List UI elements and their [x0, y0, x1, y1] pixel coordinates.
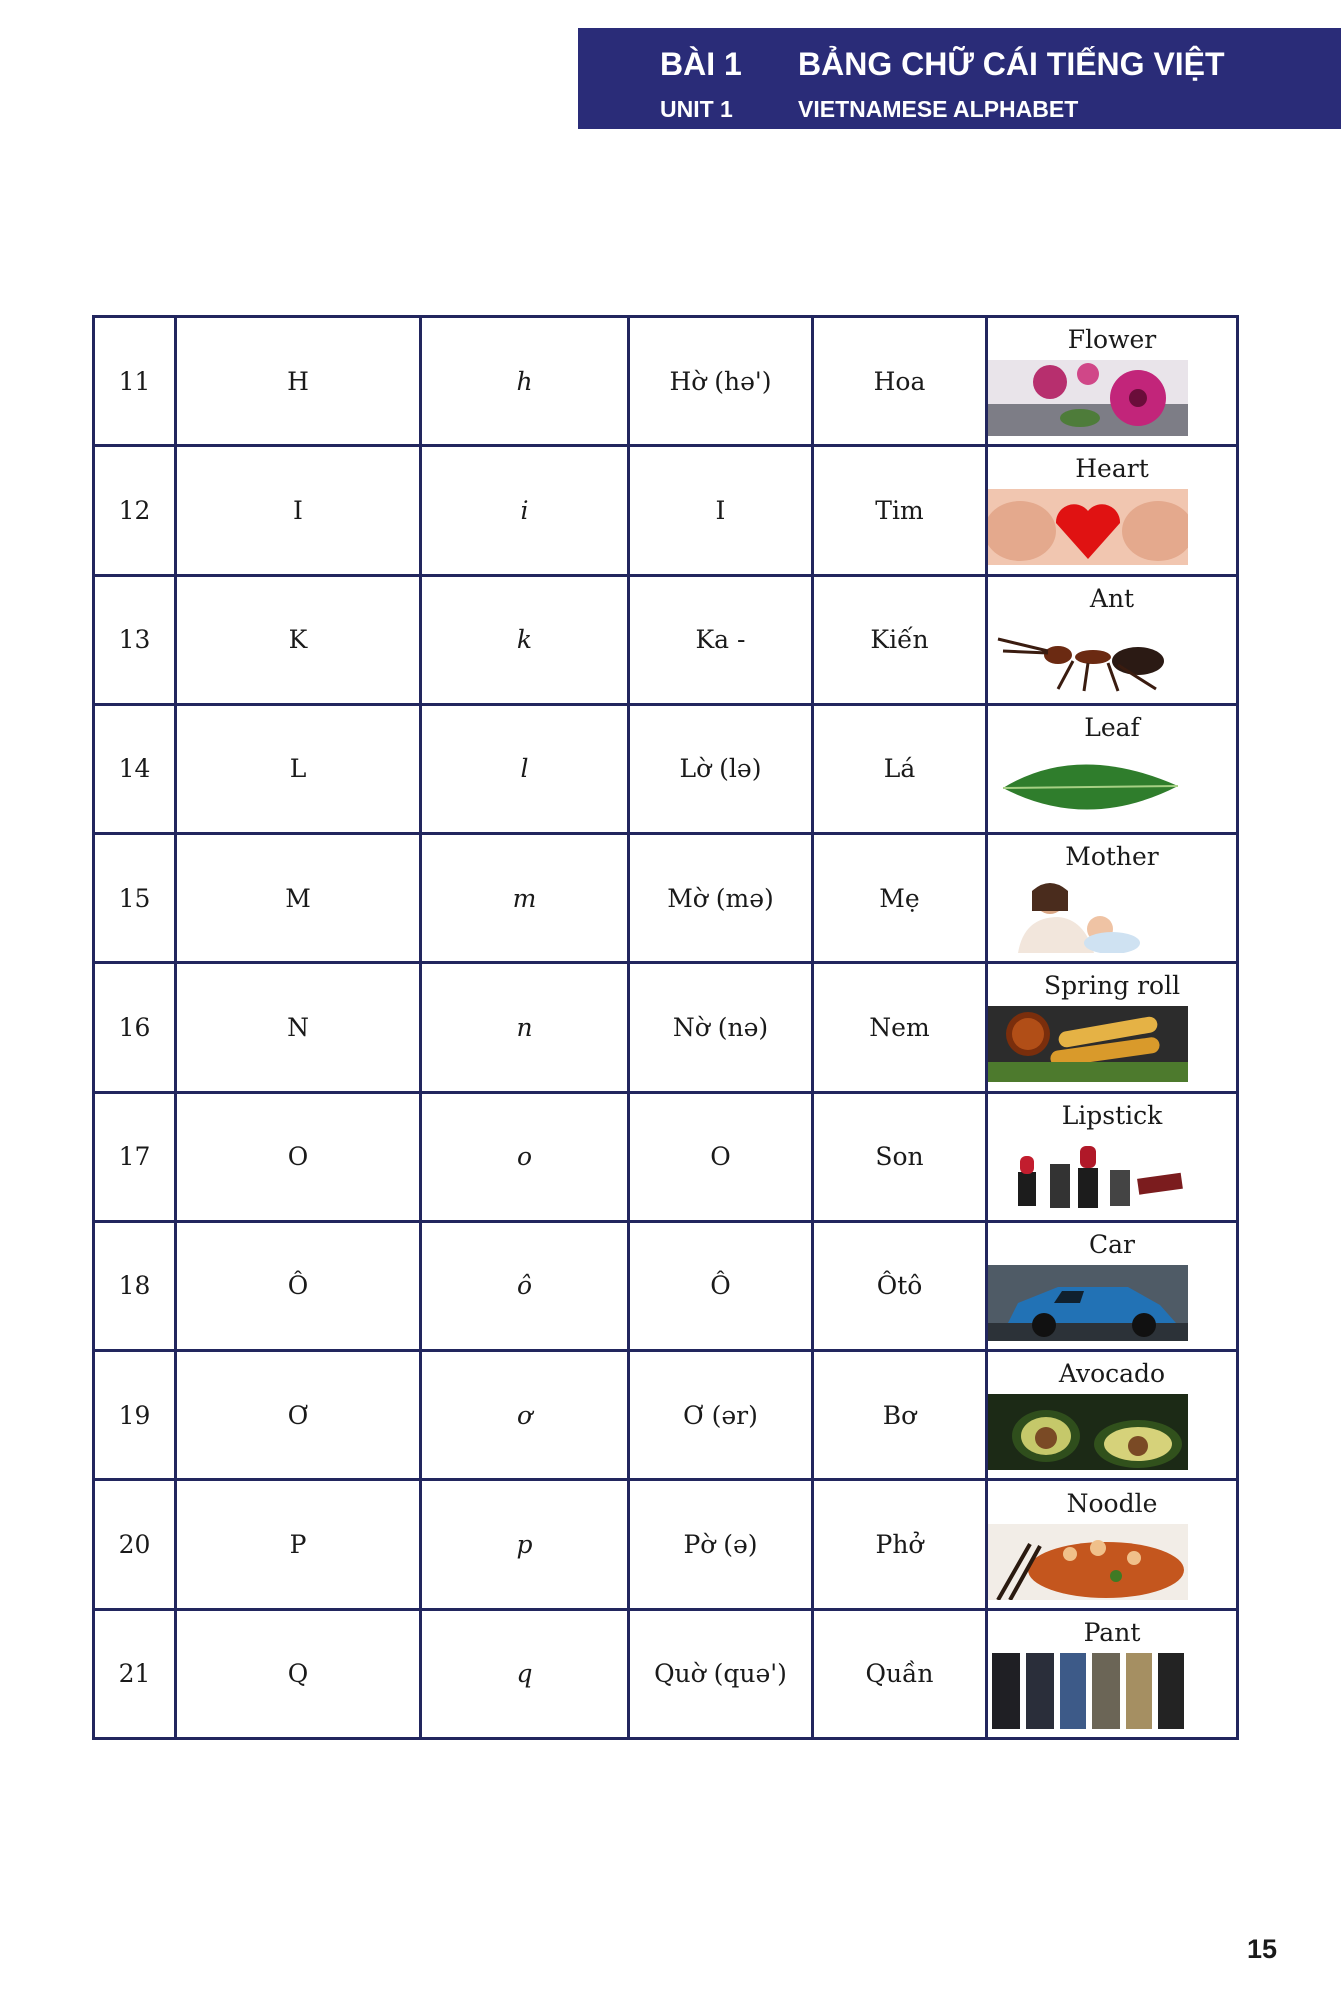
row-number: 21	[94, 1609, 176, 1738]
unit-label: UNIT 1	[660, 96, 733, 122]
picture-cell	[987, 446, 1238, 575]
uppercase-letter: Ơ	[176, 1351, 421, 1480]
unit-header	[578, 28, 1341, 129]
handwritten-letter: ơ	[421, 1351, 629, 1480]
handwritten-letter: ô	[421, 1221, 629, 1350]
table-row	[94, 704, 1238, 833]
english-meaning: Flower	[1067, 325, 1157, 355]
table-row	[94, 1221, 1238, 1350]
title-english: VIETNAMESE ALPHABET	[798, 96, 1079, 122]
handwritten-letter: i	[421, 446, 629, 575]
row-number: 18	[94, 1221, 176, 1350]
pronunciation: Pờ (ə)	[629, 1480, 813, 1609]
row-number: 19	[94, 1351, 176, 1480]
english-meaning: Pant	[1083, 1617, 1141, 1647]
leaf-icon	[988, 748, 1188, 824]
example-word: Bơ	[813, 1351, 987, 1480]
example-word: Nem	[813, 963, 987, 1092]
heart-icon	[988, 489, 1188, 565]
pronunciation: Hờ (hə')	[629, 317, 813, 446]
row-number: 13	[94, 575, 176, 704]
mother-icon	[988, 877, 1188, 953]
handwritten-letter: n	[421, 963, 629, 1092]
picture-cell	[987, 1092, 1238, 1221]
uppercase-letter: L	[176, 704, 421, 833]
table-row	[94, 834, 1238, 963]
lesson-label: BÀI 1	[660, 46, 742, 82]
alphabet-table	[92, 315, 1239, 1740]
picture-cell	[987, 317, 1238, 446]
example-word: Phở	[813, 1480, 987, 1609]
pronunciation: O	[629, 1092, 813, 1221]
english-meaning: Noodle	[1066, 1488, 1158, 1518]
picture-cell	[987, 1480, 1238, 1609]
table-row	[94, 1480, 1238, 1609]
pronunciation: Quờ (quə')	[629, 1609, 813, 1738]
handwritten-letter: m	[421, 834, 629, 963]
handwritten-letter: h	[421, 317, 629, 446]
english-meaning: Mother	[1065, 842, 1159, 872]
spring-roll-icon	[988, 1006, 1188, 1082]
picture-cell	[987, 704, 1238, 833]
example-word: Lá	[813, 704, 987, 833]
table-row	[94, 1609, 1238, 1738]
pronunciation: Ơ (ər)	[629, 1351, 813, 1480]
row-number: 14	[94, 704, 176, 833]
lipstick-icon	[988, 1136, 1188, 1212]
pronunciation: Lờ (lə)	[629, 704, 813, 833]
example-word: Son	[813, 1092, 987, 1221]
english-meaning: Heart	[1075, 454, 1149, 484]
table-row	[94, 446, 1238, 575]
english-meaning: Ant	[1089, 583, 1135, 613]
picture-cell	[987, 834, 1238, 963]
picture-cell	[987, 1221, 1238, 1350]
car-icon	[988, 1265, 1188, 1341]
picture-cell	[987, 1351, 1238, 1480]
english-meaning: Lipstick	[1061, 1100, 1163, 1130]
pronunciation: Ô	[629, 1221, 813, 1350]
ant-icon	[988, 619, 1188, 695]
row-number: 11	[94, 317, 176, 446]
page-number: 15	[1246, 1934, 1277, 1964]
example-word: Mẹ	[813, 834, 987, 963]
example-word: Tim	[813, 446, 987, 575]
row-number: 15	[94, 834, 176, 963]
uppercase-letter: Ô	[176, 1221, 421, 1350]
table-row	[94, 575, 1238, 704]
uppercase-letter: P	[176, 1480, 421, 1609]
english-meaning: Car	[1089, 1229, 1135, 1259]
row-number: 12	[94, 446, 176, 575]
uppercase-letter: M	[176, 834, 421, 963]
pronunciation: Ka -	[629, 575, 813, 704]
table-row	[94, 1351, 1238, 1480]
pronunciation: Nờ (nə)	[629, 963, 813, 1092]
example-word: Hoa	[813, 317, 987, 446]
pant-icon	[988, 1653, 1188, 1729]
uppercase-letter: I	[176, 446, 421, 575]
avocado-icon	[988, 1394, 1188, 1470]
uppercase-letter: H	[176, 317, 421, 446]
example-word: Ôtô	[813, 1221, 987, 1350]
row-number: 16	[94, 963, 176, 1092]
english-meaning: Leaf	[1084, 712, 1140, 742]
table-row	[94, 963, 1238, 1092]
pronunciation: Mờ (mə)	[629, 834, 813, 963]
table-row	[94, 317, 1238, 446]
english-meaning: Avocado	[1058, 1359, 1166, 1389]
handwritten-letter: q	[421, 1609, 629, 1738]
handwritten-letter: k	[421, 575, 629, 704]
example-word: Kiến	[813, 575, 987, 704]
pronunciation: I	[629, 446, 813, 575]
uppercase-letter: O	[176, 1092, 421, 1221]
uppercase-letter: Q	[176, 1609, 421, 1738]
table-row	[94, 1092, 1238, 1221]
flower-icon	[988, 360, 1188, 436]
title-vietnamese: BẢNG CHỮ CÁI TIẾNG VIỆT	[798, 46, 1225, 82]
handwritten-letter: o	[421, 1092, 629, 1221]
picture-cell	[987, 963, 1238, 1092]
uppercase-letter: K	[176, 575, 421, 704]
handwritten-letter: p	[421, 1480, 629, 1609]
noodle-icon	[988, 1524, 1188, 1600]
english-meaning: Spring roll	[1043, 971, 1181, 1001]
example-word: Quần	[813, 1609, 987, 1738]
row-number: 20	[94, 1480, 176, 1609]
row-number: 17	[94, 1092, 176, 1221]
picture-cell	[987, 575, 1238, 704]
uppercase-letter: N	[176, 963, 421, 1092]
picture-cell	[987, 1609, 1238, 1738]
handwritten-letter: l	[421, 704, 629, 833]
